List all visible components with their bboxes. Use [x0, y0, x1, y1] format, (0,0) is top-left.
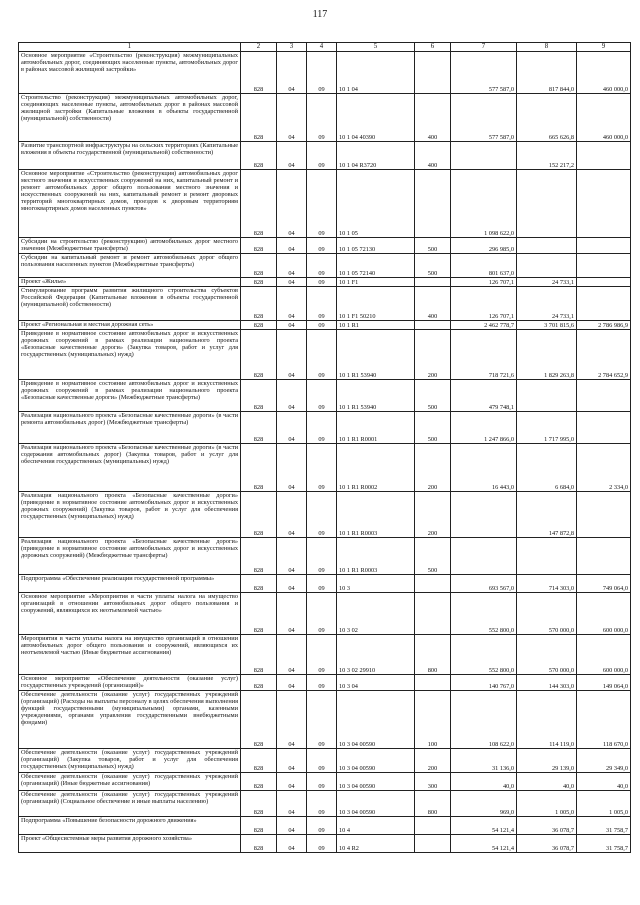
- cell-target-article: 10 1 R1 R0002: [337, 444, 415, 492]
- cell-target-article: 10 1 04 40390: [337, 94, 415, 142]
- cell-expense-type: 300: [415, 773, 451, 791]
- cell-grbs: 828: [241, 835, 277, 853]
- cell-subsection: 09: [307, 278, 337, 287]
- row-description: Приведение в нормативное состояние автомобильных дорог и искусственных дорожных сооружений в рамках реализации национального проекта «Безопасные качественные дороги» (Межбюджетные трансферты): [19, 380, 241, 412]
- cell-subsection: 09: [307, 170, 337, 238]
- cell-section: 04: [277, 593, 307, 635]
- cell-section: 04: [277, 575, 307, 593]
- cell-grbs: 828: [241, 321, 277, 330]
- cell-amount-year-3: 149 064,0: [577, 675, 631, 691]
- column-header-1: 1: [19, 43, 241, 52]
- table-row: [19, 817, 631, 835]
- cell-section: 04: [277, 773, 307, 791]
- cell-section: 04: [277, 444, 307, 492]
- cell-amount-year-1: 296 985,0: [451, 238, 517, 254]
- cell-subsection: 09: [307, 142, 337, 170]
- cell-amount-year-3: 29 349,0: [577, 749, 631, 773]
- cell-target-article: 10 4: [337, 817, 415, 835]
- cell-expense-type: [415, 52, 451, 94]
- cell-target-article: 10 1 R1 R0003: [337, 492, 415, 538]
- cell-grbs: 828: [241, 238, 277, 254]
- cell-target-article: 10 3 04: [337, 675, 415, 691]
- cell-subsection: 09: [307, 380, 337, 412]
- cell-target-article: 10 1 F1 50210: [337, 287, 415, 321]
- cell-subsection: 09: [307, 444, 337, 492]
- table-row: [19, 791, 631, 817]
- cell-expense-type: 400: [415, 287, 451, 321]
- row-description: Мероприятия в части уплаты налога на имущество организаций в отношении автомобильных дорог общего пользования и сооружений, являющихся их неотъемлемой частью (Иные бюджетные ассигнования): [19, 635, 241, 675]
- cell-amount-year-3: 2 334,0: [577, 444, 631, 492]
- cell-section: 04: [277, 817, 307, 835]
- cell-subsection: 09: [307, 691, 337, 749]
- table-row: [19, 380, 631, 412]
- cell-expense-type: 500: [415, 380, 451, 412]
- cell-amount-year-2: 152 217,2: [517, 142, 577, 170]
- cell-amount-year-1: 54 121,4: [451, 817, 517, 835]
- cell-expense-type: 100: [415, 691, 451, 749]
- cell-amount-year-2: 24 733,1: [517, 287, 577, 321]
- cell-amount-year-1: 577 587,0: [451, 52, 517, 94]
- row-description: Субсидии на капитальный ремонт и ремонт автомобильных дорог общего пользования населенных пунктов (Межбюджетные трансферты): [19, 254, 241, 278]
- table-row: [19, 170, 631, 238]
- row-description: Обеспечение деятельности (оказание услуг) государственных учреждений (организаций) (Закупка товаров, работ и услуг для обеспечения государственных (муниципальных) нужд): [19, 749, 241, 773]
- table-row: [19, 321, 631, 330]
- table-row: [19, 444, 631, 492]
- cell-grbs: 828: [241, 575, 277, 593]
- cell-grbs: 828: [241, 170, 277, 238]
- cell-section: 04: [277, 380, 307, 412]
- cell-target-article: 10 1 R1 53940: [337, 380, 415, 412]
- cell-amount-year-3: [577, 538, 631, 575]
- cell-expense-type: [415, 170, 451, 238]
- cell-amount-year-3: [577, 170, 631, 238]
- column-header-7: 7: [451, 43, 517, 52]
- cell-amount-year-1: 140 767,0: [451, 675, 517, 691]
- cell-expense-type: 200: [415, 492, 451, 538]
- cell-target-article: 10 3: [337, 575, 415, 593]
- cell-expense-type: [415, 593, 451, 635]
- cell-amount-year-3: [577, 380, 631, 412]
- cell-amount-year-2: 3 701 815,6: [517, 321, 577, 330]
- cell-target-article: 10 3 02: [337, 593, 415, 635]
- cell-amount-year-3: [577, 254, 631, 278]
- table-row: [19, 412, 631, 444]
- cell-amount-year-2: 570 000,0: [517, 593, 577, 635]
- cell-amount-year-1: 16 443,0: [451, 444, 517, 492]
- cell-expense-type: [415, 575, 451, 593]
- cell-amount-year-2: 36 078,7: [517, 817, 577, 835]
- cell-amount-year-1: 40,0: [451, 773, 517, 791]
- cell-subsection: 09: [307, 635, 337, 675]
- column-header-9: 9: [577, 43, 631, 52]
- cell-amount-year-1: 2 462 778,7: [451, 321, 517, 330]
- row-description: Проект «Жилье»: [19, 278, 241, 287]
- cell-grbs: 828: [241, 412, 277, 444]
- cell-amount-year-1: [451, 492, 517, 538]
- row-description: Основное мероприятие «Обеспечение деятельности (оказание услуг) государственных учреждений (организаций)»: [19, 675, 241, 691]
- cell-grbs: 828: [241, 817, 277, 835]
- cell-grbs: 828: [241, 254, 277, 278]
- cell-amount-year-3: [577, 278, 631, 287]
- cell-amount-year-1: 54 121,4: [451, 835, 517, 853]
- cell-amount-year-2: 714 303,0: [517, 575, 577, 593]
- column-header-5: 5: [337, 43, 415, 52]
- cell-grbs: 828: [241, 330, 277, 380]
- cell-amount-year-3: 1 005,0: [577, 791, 631, 817]
- cell-target-article: 10 1 R1: [337, 321, 415, 330]
- cell-target-article: 10 3 02 29910: [337, 635, 415, 675]
- table-row: [19, 287, 631, 321]
- cell-amount-year-3: 31 758,7: [577, 835, 631, 853]
- cell-grbs: 828: [241, 444, 277, 492]
- cell-amount-year-2: 1 005,0: [517, 791, 577, 817]
- cell-subsection: 09: [307, 412, 337, 444]
- cell-subsection: 09: [307, 593, 337, 635]
- cell-amount-year-2: [517, 170, 577, 238]
- cell-subsection: 09: [307, 749, 337, 773]
- cell-section: 04: [277, 835, 307, 853]
- budget-table: [18, 42, 631, 853]
- table-row: [19, 593, 631, 635]
- cell-amount-year-2: [517, 538, 577, 575]
- cell-amount-year-3: 600 000,0: [577, 593, 631, 635]
- cell-target-article: 10 1 R1 R0003: [337, 538, 415, 575]
- cell-amount-year-1: [451, 142, 517, 170]
- table-row: [19, 142, 631, 170]
- cell-section: 04: [277, 635, 307, 675]
- cell-subsection: 09: [307, 538, 337, 575]
- row-description: Подпрограмма «Обеспечение реализации государственной программы»: [19, 575, 241, 593]
- cell-subsection: 09: [307, 835, 337, 853]
- cell-amount-year-1: 479 748,1: [451, 380, 517, 412]
- table-row: [19, 538, 631, 575]
- cell-amount-year-2: 6 684,0: [517, 444, 577, 492]
- cell-amount-year-1: 1 247 866,0: [451, 412, 517, 444]
- cell-expense-type: [415, 675, 451, 691]
- cell-expense-type: [415, 278, 451, 287]
- cell-amount-year-3: 2 786 986,9: [577, 321, 631, 330]
- column-header-3: 3: [277, 43, 307, 52]
- cell-section: 04: [277, 254, 307, 278]
- row-description: Стимулирование программ развития жилищного строительства субъектов Российской Федерации (Капитальные вложения в объекты государственной (муниципальной) собственности): [19, 287, 241, 321]
- table-row: [19, 675, 631, 691]
- cell-section: 04: [277, 749, 307, 773]
- cell-subsection: 09: [307, 287, 337, 321]
- cell-subsection: 09: [307, 238, 337, 254]
- page-number: 117: [312, 9, 328, 20]
- cell-grbs: 828: [241, 675, 277, 691]
- cell-expense-type: 200: [415, 749, 451, 773]
- table-row: [19, 238, 631, 254]
- table-body: [19, 52, 631, 853]
- column-header-8: 8: [517, 43, 577, 52]
- cell-grbs: 828: [241, 380, 277, 412]
- cell-section: 04: [277, 142, 307, 170]
- cell-amount-year-2: 1 829 263,8: [517, 330, 577, 380]
- cell-expense-type: 200: [415, 444, 451, 492]
- cell-amount-year-3: 749 064,0: [577, 575, 631, 593]
- row-description: Проект «Общесистемные меры развития дорожного хозяйства»: [19, 835, 241, 853]
- row-description: Субсидии на строительство (реконструкцию) автомобильных дорог местного значения (Межбюджетные трансферты): [19, 238, 241, 254]
- cell-grbs: 828: [241, 287, 277, 321]
- cell-subsection: 09: [307, 94, 337, 142]
- cell-amount-year-3: [577, 287, 631, 321]
- cell-grbs: 828: [241, 94, 277, 142]
- cell-amount-year-2: [517, 254, 577, 278]
- cell-amount-year-1: [451, 538, 517, 575]
- cell-amount-year-3: 460 000,0: [577, 52, 631, 94]
- cell-subsection: 09: [307, 791, 337, 817]
- table-row: [19, 52, 631, 94]
- cell-expense-type: [415, 835, 451, 853]
- cell-grbs: 828: [241, 538, 277, 575]
- row-description: Обеспечение деятельности (оказание услуг) государственных учреждений (организаций) (Расходы на выплаты персоналу в целях обеспечения выполнения функций государственными (муниципальными) органами, казенными учреждениями, органами управления государственными внебюджетными фондами): [19, 691, 241, 749]
- cell-amount-year-2: 570 000,0: [517, 635, 577, 675]
- cell-amount-year-3: [577, 142, 631, 170]
- cell-target-article: 10 4 R2: [337, 835, 415, 853]
- cell-amount-year-1: 552 800,0: [451, 593, 517, 635]
- cell-amount-year-1: 1 098 622,0: [451, 170, 517, 238]
- table-row: [19, 330, 631, 380]
- cell-amount-year-1: 552 800,0: [451, 635, 517, 675]
- cell-amount-year-2: [517, 380, 577, 412]
- cell-amount-year-3: 31 758,7: [577, 817, 631, 835]
- cell-grbs: 828: [241, 635, 277, 675]
- cell-target-article: 10 1 05 72140: [337, 254, 415, 278]
- cell-section: 04: [277, 675, 307, 691]
- cell-grbs: 828: [241, 278, 277, 287]
- row-description: Основное мероприятие «Строительство (реконструкция) межмуниципальных автомобильных дорог, соединяющих населенные пункты, автомобильных дорог в районах массовой жилищной застройки»: [19, 52, 241, 94]
- cell-target-article: 10 3 04 00590: [337, 749, 415, 773]
- row-description: Обеспечение деятельности (оказание услуг) государственных учреждений (организаций) (Социальное обеспечение и иные выплаты населению): [19, 791, 241, 817]
- cell-section: 04: [277, 492, 307, 538]
- cell-target-article: 10 1 F1: [337, 278, 415, 287]
- cell-subsection: 09: [307, 321, 337, 330]
- cell-subsection: 09: [307, 254, 337, 278]
- cell-expense-type: 500: [415, 412, 451, 444]
- cell-subsection: 09: [307, 575, 337, 593]
- cell-amount-year-1: 693 567,0: [451, 575, 517, 593]
- cell-subsection: 09: [307, 817, 337, 835]
- cell-section: 04: [277, 287, 307, 321]
- cell-amount-year-3: [577, 492, 631, 538]
- cell-amount-year-3: 460 000,0: [577, 94, 631, 142]
- cell-subsection: 09: [307, 330, 337, 380]
- cell-target-article: 10 1 R1 53940: [337, 330, 415, 380]
- cell-expense-type: 500: [415, 254, 451, 278]
- cell-section: 04: [277, 538, 307, 575]
- cell-expense-type: [415, 817, 451, 835]
- row-description: Основное мероприятие «Мероприятия в части уплаты налога на имущество организаций в отношении автомобильных дорог общего пользования и сооружений, являющихся их неотъемлемой частью»: [19, 593, 241, 635]
- cell-amount-year-1: 801 637,0: [451, 254, 517, 278]
- cell-amount-year-2: 147 872,8: [517, 492, 577, 538]
- cell-subsection: 09: [307, 492, 337, 538]
- cell-target-article: 10 1 04: [337, 52, 415, 94]
- cell-target-article: 10 1 04 R3720: [337, 142, 415, 170]
- row-description: Подпрограмма «Повышение безопасности дорожного движения»: [19, 817, 241, 835]
- cell-target-article: 10 3 04 00590: [337, 691, 415, 749]
- table-row: [19, 749, 631, 773]
- cell-amount-year-2: 36 078,7: [517, 835, 577, 853]
- cell-grbs: 828: [241, 52, 277, 94]
- cell-section: 04: [277, 278, 307, 287]
- row-description: Развитие транспортной инфраструктуры на сельских территориях (Капитальные вложения в объекты государственной (муниципальной) собственности): [19, 142, 241, 170]
- cell-target-article: 10 3 04 00590: [337, 791, 415, 817]
- table-row: [19, 835, 631, 853]
- cell-amount-year-1: 969,0: [451, 791, 517, 817]
- cell-expense-type: 400: [415, 94, 451, 142]
- cell-section: 04: [277, 52, 307, 94]
- cell-grbs: 828: [241, 691, 277, 749]
- cell-section: 04: [277, 94, 307, 142]
- cell-grbs: 828: [241, 142, 277, 170]
- cell-amount-year-1: 577 587,0: [451, 94, 517, 142]
- table-row: [19, 635, 631, 675]
- cell-subsection: 09: [307, 675, 337, 691]
- cell-amount-year-2: 817 844,0: [517, 52, 577, 94]
- row-description: Строительство (реконструкция) межмуниципальных автомобильных дорог, соединяющих населенные пункты, автомобильных дорог в районах массовой жилищной застройки (Капитальные вложения в объекты государственной (муниципальной) собственности): [19, 94, 241, 142]
- cell-expense-type: 500: [415, 538, 451, 575]
- cell-grbs: 828: [241, 791, 277, 817]
- row-description: Реализация национального проекта «Безопасные качественные дороги» (в части содержания автомобильных дорог) (Закупка товаров, работ и услуг для обеспечения государственных (муниципальных) нужд): [19, 444, 241, 492]
- cell-amount-year-3: 40,0: [577, 773, 631, 791]
- cell-section: 04: [277, 321, 307, 330]
- cell-amount-year-1: 108 622,0: [451, 691, 517, 749]
- cell-section: 04: [277, 170, 307, 238]
- cell-amount-year-1: 126 707,1: [451, 287, 517, 321]
- cell-expense-type: 800: [415, 635, 451, 675]
- row-description: Реализация национального проекта «Безопасные качественные дороги» (в части ремонта автомобильных дорог) (Межбюджетные трансферты): [19, 412, 241, 444]
- cell-target-article: 10 3 04 00590: [337, 773, 415, 791]
- row-description: Основное мероприятие «Строительство (реконструкция) автомобильных дорог местного значения и искусственных сооружений на них, капитальный ремонт и ремонт автомобильных дорог общего пользования местного значения и искусственных сооружений на них, капитальный ремонт и ремонт дворовых территорий многоквартирных домов, проездов к дворовым территориям многоквартирных домов населенных пунктов»: [19, 170, 241, 238]
- cell-amount-year-3: 2 784 652,9: [577, 330, 631, 380]
- cell-grbs: 828: [241, 492, 277, 538]
- cell-section: 04: [277, 238, 307, 254]
- table-row: [19, 773, 631, 791]
- cell-amount-year-2: 40,0: [517, 773, 577, 791]
- cell-grbs: 828: [241, 749, 277, 773]
- row-description: Реализация национального проекта «Безопасные качественные дороги» (приведение в нормативное состояние автомобильных дорог и искусственных дорожных сооружений) (Межбюджетные трансферты): [19, 538, 241, 575]
- cell-amount-year-2: 144 303,0: [517, 675, 577, 691]
- row-description: Реализация национального проекта «Безопасные качественные дороги» (приведение в нормативное состояние автомобильных дорог и искусственных дорожных сооружений) (Закупка товаров, работ и услуг для обеспечения государственных (муниципальных) нужд): [19, 492, 241, 538]
- cell-amount-year-1: 31 136,0: [451, 749, 517, 773]
- cell-grbs: 828: [241, 593, 277, 635]
- table-row: [19, 492, 631, 538]
- table-row: [19, 94, 631, 142]
- table-row: [19, 254, 631, 278]
- cell-amount-year-1: 718 721,6: [451, 330, 517, 380]
- column-header-4: 4: [307, 43, 337, 52]
- cell-expense-type: 200: [415, 330, 451, 380]
- cell-expense-type: 400: [415, 142, 451, 170]
- cell-amount-year-3: [577, 238, 631, 254]
- cell-subsection: 09: [307, 52, 337, 94]
- cell-expense-type: 800: [415, 791, 451, 817]
- row-description: Приведение в нормативное состояние автомобильных дорог и искусственных дорожных сооружений в рамках реализации национального проекта «Безопасные качественные дороги» (Закупка товаров, работ и услуг для государственных (муниципальных) нужд): [19, 330, 241, 380]
- cell-amount-year-2: 665 626,8: [517, 94, 577, 142]
- cell-amount-year-2: 24 733,1: [517, 278, 577, 287]
- cell-section: 04: [277, 412, 307, 444]
- cell-amount-year-2: 29 139,0: [517, 749, 577, 773]
- cell-section: 04: [277, 330, 307, 380]
- cell-target-article: 10 1 R1 R0001: [337, 412, 415, 444]
- row-description: Проект «Региональная и местная дорожная сеть»: [19, 321, 241, 330]
- cell-amount-year-2: 1 717 995,0: [517, 412, 577, 444]
- table-row: [19, 691, 631, 749]
- row-description: Обеспечение деятельности (оказание услуг) государственных учреждений (организаций) (Иные бюджетные ассигнования): [19, 773, 241, 791]
- table-row: [19, 278, 631, 287]
- cell-subsection: 09: [307, 773, 337, 791]
- cell-amount-year-1: 126 707,1: [451, 278, 517, 287]
- cell-target-article: 10 1 05: [337, 170, 415, 238]
- cell-expense-type: [415, 321, 451, 330]
- cell-amount-year-3: 600 000,0: [577, 635, 631, 675]
- cell-grbs: 828: [241, 773, 277, 791]
- header-row: [19, 43, 631, 52]
- table-row: [19, 575, 631, 593]
- cell-amount-year-2: 114 119,0: [517, 691, 577, 749]
- cell-target-article: 10 1 05 72130: [337, 238, 415, 254]
- cell-section: 04: [277, 691, 307, 749]
- cell-amount-year-2: [517, 238, 577, 254]
- cell-amount-year-3: 118 670,0: [577, 691, 631, 749]
- column-header-6: 6: [415, 43, 451, 52]
- cell-section: 04: [277, 791, 307, 817]
- cell-expense-type: 500: [415, 238, 451, 254]
- cell-amount-year-3: [577, 412, 631, 444]
- column-header-2: 2: [241, 43, 277, 52]
